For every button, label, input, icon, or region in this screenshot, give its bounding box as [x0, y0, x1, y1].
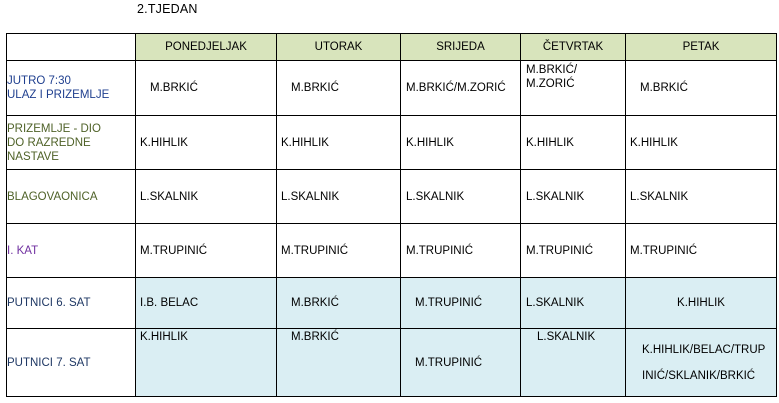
schedule-cell: M.BRKIĆ	[626, 61, 777, 116]
schedule-cell: L.SKALNIK	[521, 170, 626, 224]
row-label-commuters-6th: PUTNICI 6. SAT	[7, 278, 136, 329]
schedule-cell: M.BRKIĆ	[277, 329, 401, 397]
schedule-cell: K.HIHLIK	[626, 116, 777, 170]
table-row	[7, 278, 777, 329]
row-label-ground-floor: PRIZEMLJE - DIO DO RAZREDNE NASTAVE	[7, 116, 136, 170]
schedule-cell: I.B. BELAC	[136, 278, 277, 329]
schedule-cell: K.HIHLIK	[136, 329, 277, 397]
schedule-cell: M.TRUPINIĆ	[401, 278, 521, 329]
day-header-wednesday: SRIJEDA	[401, 34, 521, 61]
day-header-tuesday: UTORAK	[277, 34, 401, 61]
schedule-cell: M.BRKIĆ	[277, 61, 401, 116]
day-header-thursday: ČETVRTAK	[521, 34, 626, 61]
schedule-cell: K.HIHLIK	[277, 116, 401, 170]
schedule-cell: K.HIHLIK/BELAC/TRUP INIĆ/SKLANIK/BRKIĆ	[626, 329, 777, 397]
row-label-morning: JUTRO 7:30 ULAZ I PRIZEMLJE	[7, 61, 136, 116]
table-row	[7, 224, 777, 278]
schedule-cell: L.SKALNIK	[136, 170, 277, 224]
row-label-commuters-7th: PUTNICI 7. SAT	[7, 329, 136, 397]
table-row	[7, 61, 777, 116]
schedule-cell: M.TRUPINIĆ	[401, 329, 521, 397]
row-label-first-floor: I. KAT	[7, 224, 136, 278]
table-row	[7, 116, 777, 170]
table-row	[7, 170, 777, 224]
schedule-cell: M.BRKIĆ	[136, 61, 277, 116]
schedule-cell: M.TRUPINIĆ	[401, 224, 521, 278]
schedule-cell: M.TRUPINIĆ	[136, 224, 277, 278]
schedule-cell: K.HIHLIK	[626, 278, 777, 329]
day-header-friday: PETAK	[626, 34, 777, 61]
row-label-dining-room: BLAGOVAONICA	[7, 170, 136, 224]
header-row	[7, 34, 777, 61]
schedule-cell: L.SKALNIK	[401, 170, 521, 224]
schedule-cell: M.BRKIĆ	[277, 278, 401, 329]
schedule-cell: K.HIHLIK	[521, 116, 626, 170]
duty-schedule-table	[6, 33, 777, 397]
schedule-cell: M.TRUPINIĆ	[626, 224, 777, 278]
week-title: 2.TJEDAN	[137, 2, 198, 16]
schedule-cell: M.BRKIĆ/ M.ZORIĆ	[521, 61, 626, 116]
day-header-monday: PONEDJELJAK	[136, 34, 277, 61]
schedule-cell: M.BRKIĆ/M.ZORIĆ	[401, 61, 521, 116]
schedule-cell: K.HIHLIK	[401, 116, 521, 170]
table-row	[7, 329, 777, 397]
schedule-cell: L.SKALNIK	[626, 170, 777, 224]
schedule-cell: M.TRUPINIĆ	[521, 224, 626, 278]
schedule-cell: L.SKALNIK	[277, 170, 401, 224]
schedule-cell: M.TRUPINIĆ	[277, 224, 401, 278]
schedule-cell: L.SKALNIK	[521, 278, 626, 329]
schedule-cell: K.HIHLIK	[136, 116, 277, 170]
schedule-cell: L.SKALNIK	[521, 329, 626, 397]
header-corner	[7, 34, 136, 61]
